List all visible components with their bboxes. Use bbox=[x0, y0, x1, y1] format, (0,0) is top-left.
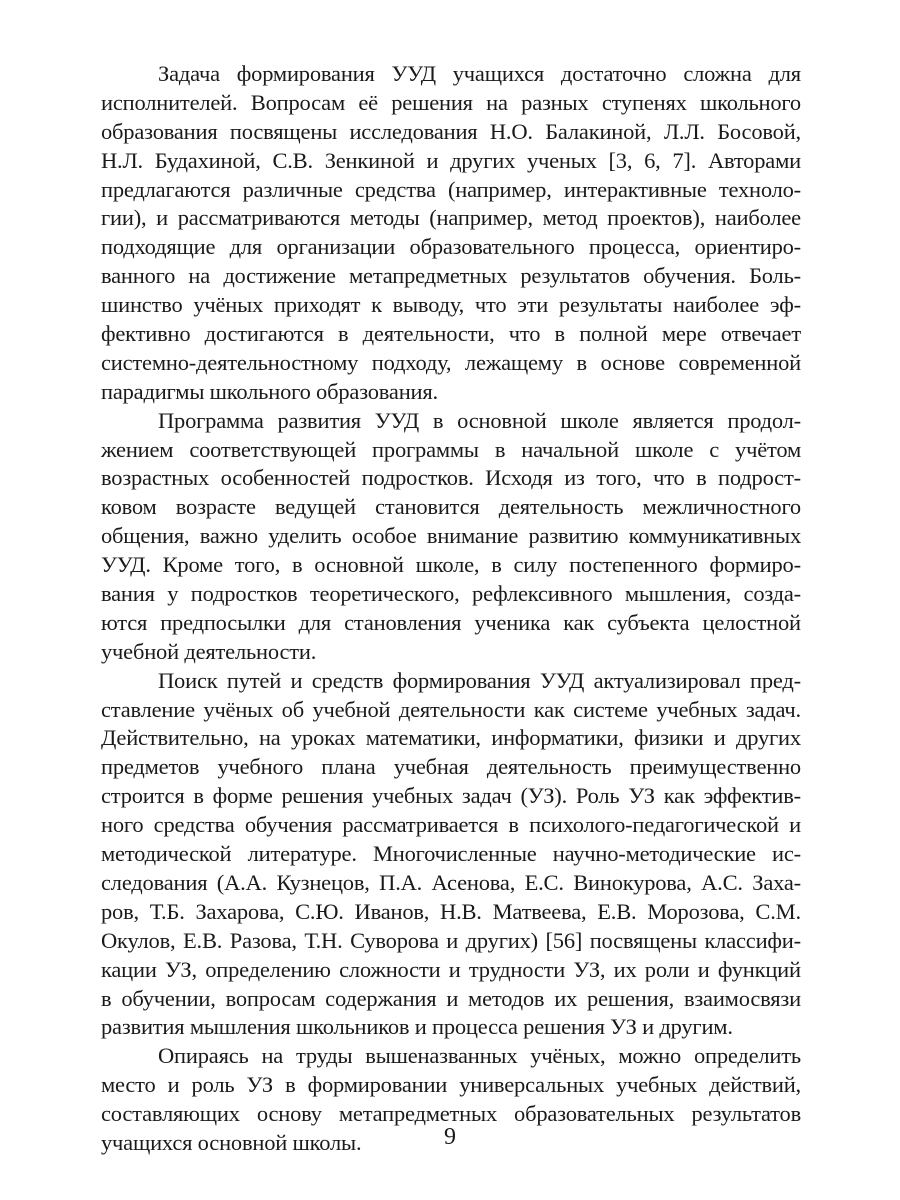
text-line: вания у подростков теоретического, рефлексивного мышления, созда- bbox=[101, 581, 801, 607]
text-line: ров, Т.Б. Захарова, С.Ю. Иванов, Н.В. Матвеева, Е.В. Морозова, С.М. bbox=[101, 898, 801, 924]
text-line: исполнителей. Вопросам её решения на разных ступенях школьного bbox=[101, 89, 801, 115]
text-line: Действительно, на уроках математики, информатики, физики и других bbox=[101, 725, 801, 751]
text-line: гии), и рассматриваются методы (например, метод проектов), наиболее bbox=[101, 205, 801, 231]
text-line: составляющих основу метапредметных образовательных результатов bbox=[101, 1101, 801, 1127]
text-line: место и роль УЗ в формировании универсальных учебных действий, bbox=[101, 1072, 801, 1098]
text-line: Окулов, Е.В. Разова, Т.Н. Суворова и других) [56] посвящены классифи- bbox=[101, 927, 801, 953]
text-line: следования (А.А. Кузнецов, П.А. Асенова, Е.С. Винокурова, А.С. Заха- bbox=[101, 869, 801, 895]
text-line: ются предпосылки для становления ученика как субъекта целостной bbox=[101, 609, 801, 635]
text-line: подходящие для организации образовательного процесса, ориентиро- bbox=[101, 234, 801, 260]
paragraph bbox=[101, 60, 801, 407]
text-line: фективно достигаются в деятельности, что в полной мере отвечает bbox=[101, 321, 801, 347]
body-text bbox=[101, 60, 801, 1158]
text-line: Опираясь на труды вышеназванных учёных, можно определить bbox=[158, 1043, 801, 1069]
text-line: предметов учебного плана учебная деятельность преимущественно bbox=[101, 754, 801, 780]
text-line: системно-деятельностному подходу, лежащему в основе современной bbox=[101, 349, 801, 375]
page-number: 9 bbox=[444, 1124, 456, 1150]
text-line: в обучении, вопросам содержания и методов их решения, взаимосвязи bbox=[101, 985, 801, 1011]
text-line: ставление учёных об учебной деятельности как системе учебных задач. bbox=[101, 696, 801, 722]
text-line: образования посвящены исследования Н.О. Балакиной, Л.Л. Босовой, bbox=[101, 118, 801, 144]
text-line: ного средства обучения рассматривается в психолого-педагогической и bbox=[101, 812, 801, 838]
text-line: учебной деятельности. bbox=[101, 638, 317, 664]
text-line: общения, важно уделить особое внимание развитию коммуникативных bbox=[101, 523, 801, 549]
paragraph bbox=[101, 407, 801, 667]
text-line: развития мышления школьников и процесса решения УЗ и другим. bbox=[101, 1014, 733, 1040]
text-line: шинство учёных приходят к выводу, что эти результаты наиболее эф- bbox=[101, 292, 801, 318]
text-line: строится в форме решения учебных задач (УЗ). Роль УЗ как эффектив- bbox=[101, 783, 801, 809]
text-line: УУД. Кроме того, в основной школе, в силу постепенного формиро- bbox=[101, 552, 801, 578]
text-line: жением соответствующей программы в начальной школе с учётом bbox=[101, 436, 801, 462]
text-line: Н.Л. Будахиной, С.В. Зенкиной и других ученых [3, 6, 7]. Авторами bbox=[101, 147, 801, 173]
text-line: ковом возрасте ведущей становится деятельность межличностного bbox=[101, 494, 801, 520]
text-line: ванного на достижение метапредметных результатов обучения. Боль- bbox=[101, 263, 801, 289]
text-line: Поиск путей и средств формирования УУД актуализировал пред- bbox=[158, 667, 801, 693]
text-line: методической литературе. Многочисленные научно-методические ис- bbox=[101, 841, 801, 867]
text-line: Программа развития УУД в основной школе является продол- bbox=[158, 407, 801, 433]
paragraph bbox=[101, 667, 801, 1043]
text-line: учащихся основной школы. bbox=[101, 1129, 362, 1155]
text-line: предлагаются различные средства (например, интерактивные техноло- bbox=[101, 176, 801, 202]
text-line: Задача формирования УУД учащихся достаточно сложна для bbox=[158, 61, 801, 86]
text-line: кации УЗ, определению сложности и трудности УЗ, их роли и функций bbox=[101, 956, 801, 982]
text-line: возрастных особенностей подростков. Исходя из того, что в подрост- bbox=[101, 465, 801, 491]
text-line: парадигмы школьного образования. bbox=[101, 378, 438, 404]
